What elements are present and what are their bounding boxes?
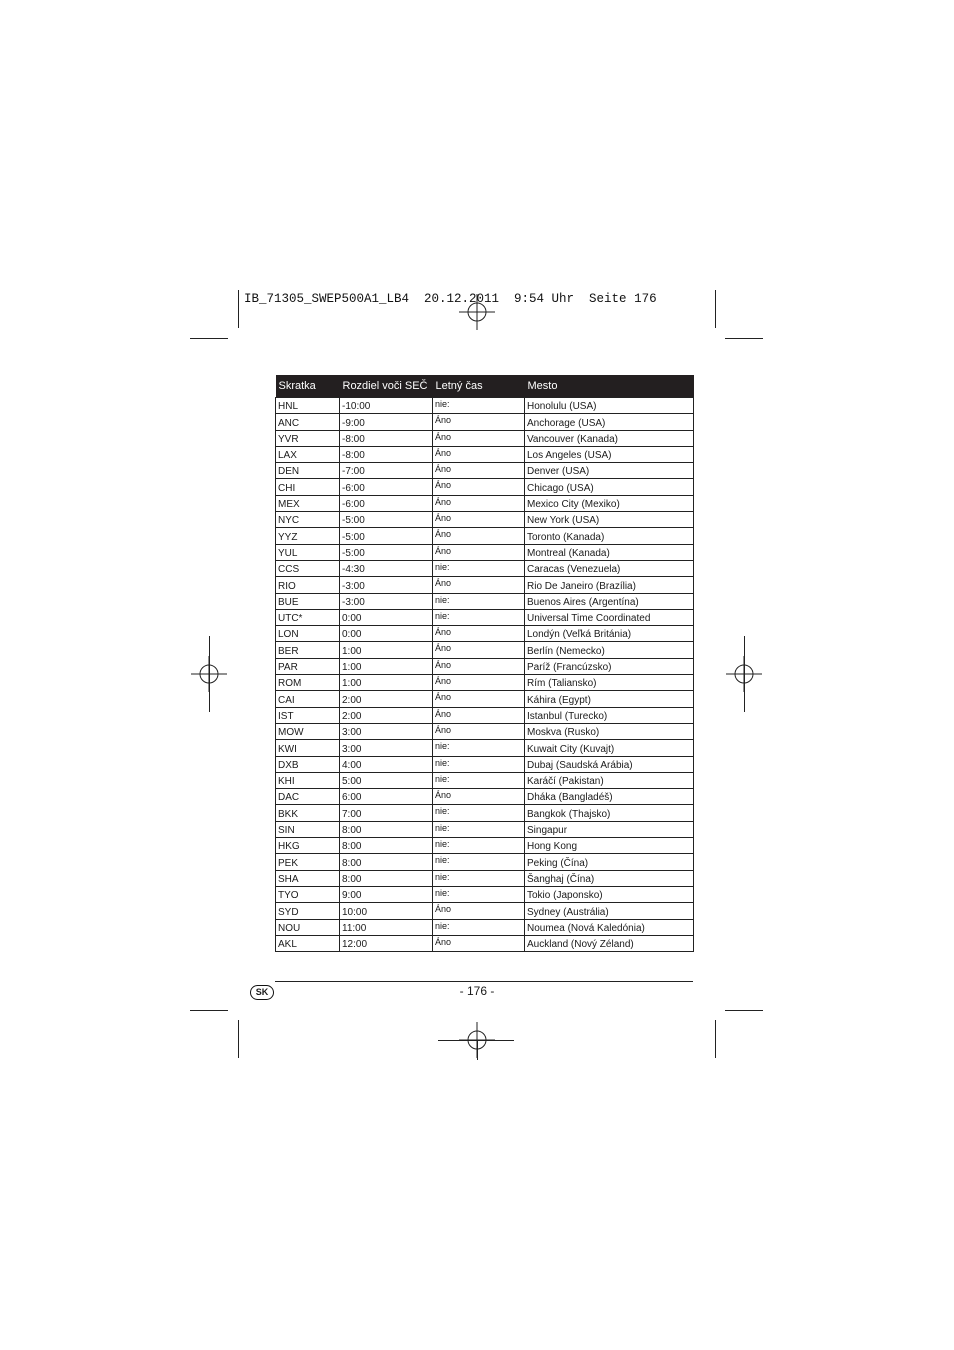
row-city: Honolulu (USA) [525, 398, 694, 414]
row-city: Universal Time Coordinated [525, 609, 694, 625]
table-row [276, 886, 694, 902]
table-row [276, 805, 694, 821]
row-abbreviation: YYZ [276, 528, 340, 544]
row-offset: 5:00 [340, 772, 433, 788]
table-row [276, 430, 694, 446]
row-offset: 3:00 [340, 740, 433, 756]
row-city: Moskva (Rusko) [525, 723, 694, 739]
row-dst: Áno [433, 707, 525, 723]
table-row [276, 789, 694, 805]
table-row [276, 903, 694, 919]
table-row [276, 772, 694, 788]
crop-mark [190, 1010, 228, 1011]
column-header-offset: Rozdiel voči SEČ [340, 375, 433, 398]
row-dst: nie: [433, 398, 525, 414]
row-city: Rio De Janeiro (Brazília) [525, 577, 694, 593]
row-abbreviation: BUE [276, 593, 340, 609]
row-dst: Áno [433, 544, 525, 560]
column-header-city: Mesto [525, 375, 694, 398]
row-abbreviation: AKL [276, 935, 340, 951]
row-abbreviation: KWI [276, 740, 340, 756]
row-offset: 1:00 [340, 642, 433, 658]
row-offset: -10:00 [340, 398, 433, 414]
row-dst: Áno [433, 430, 525, 446]
row-city: Anchorage (USA) [525, 414, 694, 430]
table-row [276, 919, 694, 935]
row-offset: 8:00 [340, 821, 433, 837]
row-city: Sydney (Austrália) [525, 903, 694, 919]
row-offset: -3:00 [340, 593, 433, 609]
crop-mark [477, 1040, 478, 1060]
row-city: Los Angeles (USA) [525, 446, 694, 462]
row-dst: nie: [433, 560, 525, 576]
row-offset: 8:00 [340, 870, 433, 886]
row-offset: -3:00 [340, 577, 433, 593]
table-row [276, 528, 694, 544]
table-row [276, 463, 694, 479]
column-header-abbreviation: Skratka [276, 375, 340, 398]
row-offset: -4:30 [340, 560, 433, 576]
row-dst: nie: [433, 740, 525, 756]
row-city: Kuwait City (Kuvajt) [525, 740, 694, 756]
row-dst: nie: [433, 772, 525, 788]
crop-mark [725, 1010, 763, 1011]
row-offset: -8:00 [340, 430, 433, 446]
row-offset: 9:00 [340, 886, 433, 902]
row-dst: nie: [433, 886, 525, 902]
row-abbreviation: BER [276, 642, 340, 658]
row-abbreviation: SHA [276, 870, 340, 886]
row-abbreviation: YUL [276, 544, 340, 560]
row-dst: Áno [433, 414, 525, 430]
row-offset: 11:00 [340, 919, 433, 935]
row-city: Káhira (Egypt) [525, 691, 694, 707]
table-row [276, 398, 694, 414]
row-dst: nie: [433, 854, 525, 870]
row-city: Karáčí (Pakistan) [525, 772, 694, 788]
row-city: Denver (USA) [525, 463, 694, 479]
row-city: Noumea (Nová Kaledónia) [525, 919, 694, 935]
row-offset: 1:00 [340, 658, 433, 674]
row-offset: -9:00 [340, 414, 433, 430]
table-row [276, 658, 694, 674]
row-offset: 6:00 [340, 789, 433, 805]
row-dst: Áno [433, 691, 525, 707]
row-city: Dháka (Bangladéš) [525, 789, 694, 805]
row-city: New York (USA) [525, 512, 694, 528]
row-abbreviation: MOW [276, 723, 340, 739]
table-row [276, 560, 694, 576]
row-dst: Áno [433, 626, 525, 642]
row-dst: Áno [433, 675, 525, 691]
row-abbreviation: LAX [276, 446, 340, 462]
row-dst: nie: [433, 919, 525, 935]
row-city: Berlín (Nemecko) [525, 642, 694, 658]
row-offset: 1:00 [340, 675, 433, 691]
row-city: Dubaj (Saudská Arábia) [525, 756, 694, 772]
row-abbreviation: UTC* [276, 609, 340, 625]
row-offset: 10:00 [340, 903, 433, 919]
table-row [276, 935, 694, 951]
language-badge: SK [250, 985, 274, 1000]
row-abbreviation: CHI [276, 479, 340, 495]
row-abbreviation: CCS [276, 560, 340, 576]
row-dst: nie: [433, 805, 525, 821]
row-dst: nie: [433, 838, 525, 854]
registration-mark-icon [459, 294, 495, 330]
table-row [276, 609, 694, 625]
row-city: Londýn (Veľká Británia) [525, 626, 694, 642]
row-offset: 7:00 [340, 805, 433, 821]
row-city: Toronto (Kanada) [525, 528, 694, 544]
row-abbreviation: IST [276, 707, 340, 723]
row-abbreviation: SIN [276, 821, 340, 837]
row-offset: 0:00 [340, 609, 433, 625]
crop-mark [238, 1020, 239, 1058]
crop-mark [715, 1020, 716, 1058]
print-slug-line: IB_71305_SWEP500A1_LB4 20.12.2011 9:54 Uhr Seite 176 [244, 292, 657, 306]
row-dst: Áno [433, 528, 525, 544]
row-city: Hong Kong [525, 838, 694, 854]
row-dst: Áno [433, 658, 525, 674]
row-abbreviation: KHI [276, 772, 340, 788]
table-row [276, 707, 694, 723]
row-dst: Áno [433, 642, 525, 658]
row-city: Istanbul (Turecko) [525, 707, 694, 723]
row-abbreviation: NOU [276, 919, 340, 935]
row-offset: -6:00 [340, 495, 433, 511]
row-city: Caracas (Venezuela) [525, 560, 694, 576]
row-abbreviation: CAI [276, 691, 340, 707]
row-offset: -6:00 [340, 479, 433, 495]
table-header-row [276, 375, 694, 398]
row-offset: 0:00 [340, 626, 433, 642]
table-row [276, 512, 694, 528]
row-abbreviation: PAR [276, 658, 340, 674]
row-abbreviation: MEX [276, 495, 340, 511]
table-row [276, 870, 694, 886]
row-dst: nie: [433, 870, 525, 886]
timezone-table [275, 375, 694, 952]
table-row [276, 414, 694, 430]
row-offset: 2:00 [340, 691, 433, 707]
row-abbreviation: BKK [276, 805, 340, 821]
row-abbreviation: NYC [276, 512, 340, 528]
row-dst: Áno [433, 903, 525, 919]
row-dst: nie: [433, 821, 525, 837]
row-offset: 8:00 [340, 838, 433, 854]
row-offset: 3:00 [340, 723, 433, 739]
row-city: Tokio (Japonsko) [525, 886, 694, 902]
row-dst: Áno [433, 935, 525, 951]
row-offset: -5:00 [340, 544, 433, 560]
table-row [276, 838, 694, 854]
column-header-dst: Letný čas [433, 375, 525, 398]
row-offset: 8:00 [340, 854, 433, 870]
table-row [276, 854, 694, 870]
row-city: Šanghaj (Čína) [525, 870, 694, 886]
table-row [276, 495, 694, 511]
table-row [276, 642, 694, 658]
row-abbreviation: DAC [276, 789, 340, 805]
table-row [276, 756, 694, 772]
page-number: - 176 - [459, 984, 495, 998]
row-offset: -8:00 [340, 446, 433, 462]
row-dst: Áno [433, 723, 525, 739]
crop-mark [238, 290, 239, 328]
row-abbreviation: ANC [276, 414, 340, 430]
row-dst: Áno [433, 495, 525, 511]
row-city: Bangkok (Thajsko) [525, 805, 694, 821]
row-dst: nie: [433, 756, 525, 772]
row-offset: 2:00 [340, 707, 433, 723]
row-city: Chicago (USA) [525, 479, 694, 495]
row-dst: Áno [433, 463, 525, 479]
table-row [276, 446, 694, 462]
row-abbreviation: SYD [276, 903, 340, 919]
crop-mark [725, 338, 763, 339]
row-abbreviation: ROM [276, 675, 340, 691]
table-row [276, 691, 694, 707]
row-offset: 12:00 [340, 935, 433, 951]
row-dst: Áno [433, 577, 525, 593]
row-dst: Áno [433, 446, 525, 462]
row-city: Rím (Taliansko) [525, 675, 694, 691]
footer-rule [275, 981, 693, 982]
table-row [276, 723, 694, 739]
crop-mark [438, 1040, 514, 1041]
row-abbreviation: DEN [276, 463, 340, 479]
row-offset: 4:00 [340, 756, 433, 772]
table-row [276, 675, 694, 691]
table-row [276, 740, 694, 756]
table-row [276, 479, 694, 495]
table-row [276, 626, 694, 642]
crop-mark [209, 636, 210, 712]
row-offset: -5:00 [340, 512, 433, 528]
row-dst: nie: [433, 609, 525, 625]
row-city: Montreal (Kanada) [525, 544, 694, 560]
crop-mark [715, 290, 716, 328]
table-row [276, 821, 694, 837]
row-abbreviation: TYO [276, 886, 340, 902]
row-abbreviation: LON [276, 626, 340, 642]
row-city: Peking (Čína) [525, 854, 694, 870]
row-abbreviation: HNL [276, 398, 340, 414]
row-offset: -5:00 [340, 528, 433, 544]
row-city: Buenos Aires (Argentína) [525, 593, 694, 609]
row-offset: -7:00 [340, 463, 433, 479]
row-city: Mexico City (Mexiko) [525, 495, 694, 511]
row-abbreviation: DXB [276, 756, 340, 772]
row-city: Singapur [525, 821, 694, 837]
table-row [276, 593, 694, 609]
row-abbreviation: HKG [276, 838, 340, 854]
crop-mark [190, 338, 228, 339]
row-dst: Áno [433, 789, 525, 805]
row-dst: Áno [433, 512, 525, 528]
row-abbreviation: PEK [276, 854, 340, 870]
row-dst: Áno [433, 479, 525, 495]
table-row [276, 577, 694, 593]
table-row [276, 544, 694, 560]
row-abbreviation: YVR [276, 430, 340, 446]
row-city: Paríž (Francúzsko) [525, 658, 694, 674]
row-city: Vancouver (Kanada) [525, 430, 694, 446]
row-dst: nie: [433, 593, 525, 609]
row-abbreviation: RIO [276, 577, 340, 593]
row-city: Auckland (Nový Zéland) [525, 935, 694, 951]
crop-mark [744, 636, 745, 712]
